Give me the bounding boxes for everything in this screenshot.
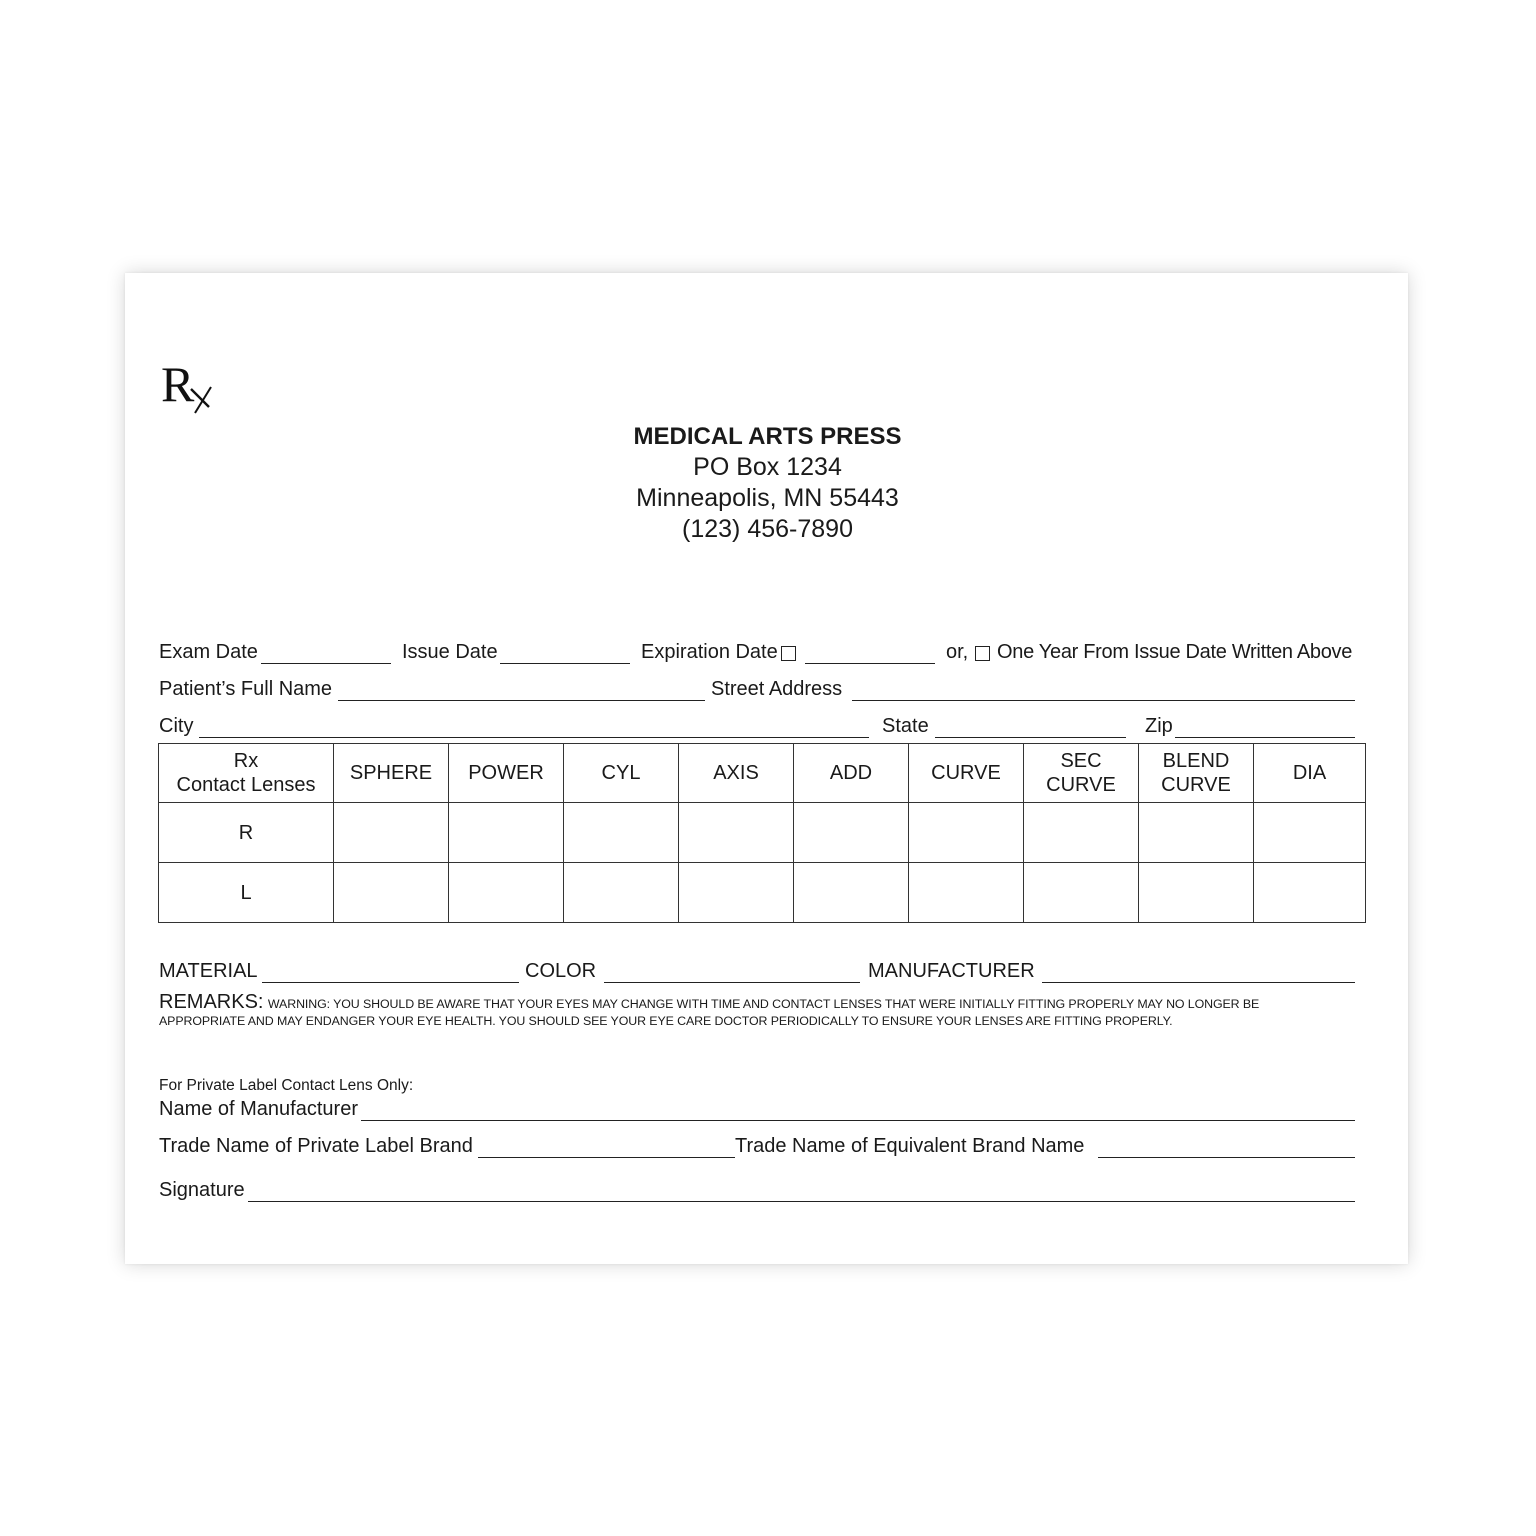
dia-header: DIA <box>1254 744 1366 803</box>
street-address-label: Street Address <box>711 678 843 700</box>
remarks-section <box>159 991 1374 1028</box>
right-sphere-cell[interactable] <box>334 803 449 863</box>
lens-rx-table <box>158 743 1366 923</box>
sphere-header: SPHERE <box>334 744 449 803</box>
one-year-label: One Year From Issue Date Written Above <box>997 641 1353 663</box>
signature-field[interactable] <box>248 1201 1355 1202</box>
power-header: POWER <box>449 744 564 803</box>
zip-label: Zip <box>1145 715 1173 737</box>
left-blend-curve-cell[interactable] <box>1139 863 1254 923</box>
right-dia-cell[interactable] <box>1254 803 1366 863</box>
private-label-brand-label: Trade Name of Private Label Brand <box>159 1135 473 1157</box>
rx-tail-icon <box>189 381 215 415</box>
material-row <box>159 960 1354 986</box>
table-row <box>159 803 1366 863</box>
exam-date-field[interactable] <box>261 663 391 664</box>
left-sphere-cell[interactable] <box>334 863 449 923</box>
table-row <box>159 863 1366 923</box>
rx-symbol-icon: R <box>161 353 213 415</box>
expiration-date-checkbox[interactable] <box>781 646 796 661</box>
color-field[interactable] <box>604 982 860 983</box>
expiration-date-label: Expiration Date <box>641 641 778 663</box>
state-label: State <box>882 715 929 737</box>
street-address-field[interactable] <box>852 700 1355 701</box>
right-eye-label: R <box>159 803 334 863</box>
zip-field[interactable] <box>1175 737 1355 738</box>
color-label: COLOR <box>525 960 597 982</box>
left-cyl-cell[interactable] <box>564 863 679 923</box>
city-row <box>159 715 1354 741</box>
right-sec-curve-cell[interactable] <box>1024 803 1139 863</box>
rx-contact-lenses-header: Rx Contact Lenses <box>159 744 334 803</box>
right-curve-cell[interactable] <box>909 803 1024 863</box>
expiration-date-field[interactable] <box>805 663 935 664</box>
manufacturer-name-row <box>159 1098 1354 1124</box>
right-blend-curve-cell[interactable] <box>1139 803 1254 863</box>
remarks-label: REMARKS: <box>159 991 264 1013</box>
letterhead <box>125 421 1410 545</box>
name-of-manufacturer-label: Name of Manufacturer <box>159 1098 358 1120</box>
sec-curve-header: SEC CURVE <box>1024 744 1139 803</box>
patient-name-label: Patient’s Full Name <box>159 678 333 700</box>
right-add-cell[interactable] <box>794 803 909 863</box>
city-line: Minneapolis, MN 55443 <box>636 484 899 512</box>
manufacturer-field[interactable] <box>1042 982 1355 983</box>
exam-date-label: Exam Date <box>159 641 258 663</box>
left-curve-cell[interactable] <box>909 863 1024 923</box>
state-field[interactable] <box>935 737 1126 738</box>
axis-header: AXIS <box>679 744 794 803</box>
address-line: PO Box 1234 <box>693 453 842 481</box>
left-axis-cell[interactable] <box>679 863 794 923</box>
blend-curve-header: BLEND CURVE <box>1139 744 1254 803</box>
patient-row <box>159 678 1354 704</box>
equivalent-brand-label: Trade Name of Equivalent Brand Name <box>735 1135 1085 1157</box>
private-label-brand-field[interactable] <box>478 1157 735 1158</box>
dates-row <box>159 641 1354 667</box>
or-label: or, <box>946 641 969 663</box>
signature-label: Signature <box>159 1179 245 1201</box>
city-field[interactable] <box>199 737 869 738</box>
equivalent-brand-field[interactable] <box>1098 1157 1355 1158</box>
issue-date-label: Issue Date <box>402 641 498 663</box>
curve-header: CURVE <box>909 744 1024 803</box>
warning-text-line1: WARNING: YOU SHOULD BE AWARE THAT YOUR EYES MAY CHANGE WITH TIME AND CONTACT LENSES THAT WERE INITIALLY FITTING PROPERLY MAY NO LONGER BE <box>267 997 1260 1011</box>
trade-name-row <box>159 1135 1354 1161</box>
right-cyl-cell[interactable] <box>564 803 679 863</box>
right-axis-cell[interactable] <box>679 803 794 863</box>
add-header: ADD <box>794 744 909 803</box>
phone-line: (123) 456-7890 <box>682 515 853 543</box>
prescription-form <box>125 273 1408 1264</box>
left-dia-cell[interactable] <box>1254 863 1366 923</box>
left-add-cell[interactable] <box>794 863 909 923</box>
patient-name-field[interactable] <box>338 700 705 701</box>
issue-date-field[interactable] <box>500 663 630 664</box>
signature-row <box>159 1179 1354 1205</box>
material-label: MATERIAL <box>159 960 258 982</box>
private-label-heading: For Private Label Contact Lens Only: <box>159 1077 414 1094</box>
cyl-header: CYL <box>564 744 679 803</box>
table-header-row <box>159 744 1366 803</box>
city-label: City <box>159 715 194 737</box>
manufacturer-label: MANUFACTURER <box>868 960 1035 982</box>
name-of-manufacturer-field[interactable] <box>361 1120 1355 1121</box>
organization-name: MEDICAL ARTS PRESS <box>633 423 902 450</box>
one-year-checkbox[interactable] <box>975 646 990 661</box>
warning-text-line2: APPROPRIATE AND MAY ENDANGER YOUR EYE HEALTH. YOU SHOULD SEE YOUR EYE CARE DOCTOR PERIODICALLY TO ENSURE YOUR LENSES ARE FITTING PROPERLY. <box>159 1014 1173 1028</box>
left-sec-curve-cell[interactable] <box>1024 863 1139 923</box>
left-power-cell[interactable] <box>449 863 564 923</box>
right-power-cell[interactable] <box>449 803 564 863</box>
left-eye-label: L <box>159 863 334 923</box>
material-field[interactable] <box>262 982 519 983</box>
